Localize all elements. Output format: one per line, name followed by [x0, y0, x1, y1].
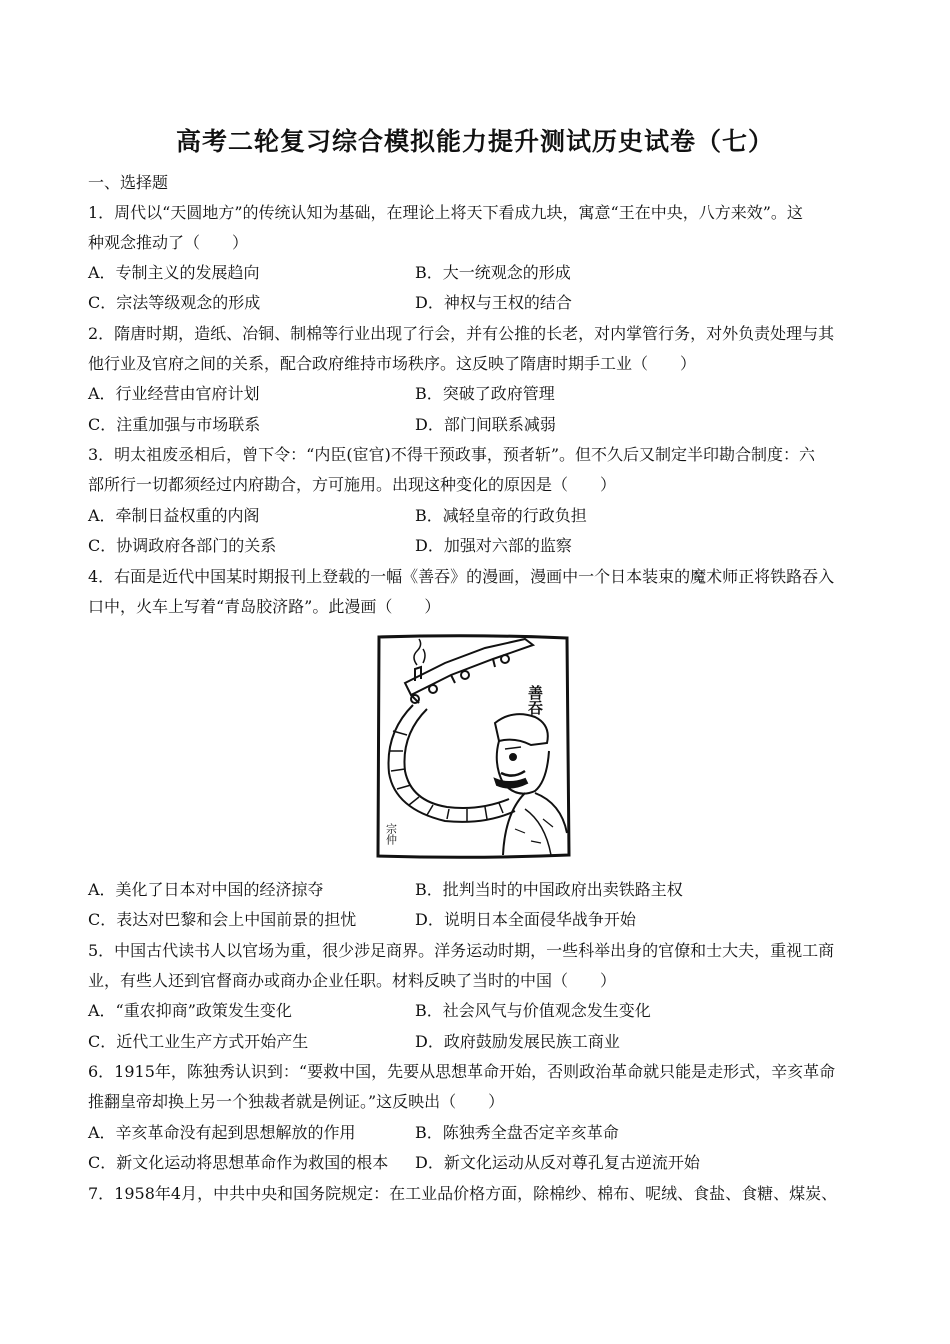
question-3-option-a: A．牵制日益权重的内阁	[88, 506, 260, 525]
question-1-option-a: A．专制主义的发展趋向	[88, 263, 260, 282]
page-title: 高考二轮复习综合模拟能力提升测试历史试卷（七）	[175, 127, 774, 156]
question-3-line-2: 部所行一切都须经过内府勘合，方可施用。出现这种变化的原因是（ ）	[88, 475, 617, 494]
cartoon-caption: 善吞	[526, 685, 544, 715]
question-6-option-d: D．新文化运动从反对尊孔复古逆流开始	[415, 1153, 700, 1172]
question-3-option-d: D．加强对六部的监察	[415, 536, 572, 555]
question-4-option-b: B．批判当时的中国政府出卖铁路主权	[415, 880, 683, 899]
question-5-option-d: D．政府鼓励发展民族工商业	[415, 1032, 620, 1051]
question-1-option-b: B．大一统观念的形成	[415, 263, 571, 282]
question-5-option-a: A．“重农抑商”政策发生变化	[88, 1001, 292, 1020]
question-7-line-1: 7．1958年4月，中共中央和国务院规定：在工业品价格方面，除棉纱、棉布、呢绒、食盐、食糖、煤炭、	[88, 1184, 838, 1203]
question-4-option-d: D．说明日本全面侵华战争开始	[415, 910, 636, 929]
question-4-option-a: A．美化了日本对中国的经济掠夺	[88, 880, 324, 899]
question-3-option-b: B．减轻皇帝的行政负担	[415, 506, 587, 525]
question-2-option-c: C．注重加强与市场联系	[88, 415, 261, 434]
question-1-option-d: D．神权与王权的结合	[415, 293, 572, 312]
question-6-line-1: 6．1915年，陈独秀认识到：“要救中国，先要从思想革命开始，否则政治革命就只能是走形式，辛亥革命	[88, 1062, 836, 1081]
question-1-option-c: C．宗法等级观念的形成	[88, 293, 261, 312]
question-5-option-b: B．社会风气与价值观念发生变化	[415, 1001, 651, 1020]
question-6-option-b: B．陈独秀全盘否定辛亥革命	[415, 1123, 619, 1142]
question-1-line-2: 种观念推动了（ ）	[88, 233, 249, 252]
question-2-option-a: A．行业经营由官府计划	[88, 384, 260, 403]
question-5-line-1: 5．中国古代读书人以官场为重，很少涉足商界。洋务运动时期，一些科举出身的官僚和士大夫，重视工商	[88, 941, 835, 960]
question-4-line-2: 口中，火车上写着“青岛胶济路”。此漫画（ ）	[88, 597, 441, 616]
question-3-line-1: 3．明太祖废丞相后，曾下令：“内臣(宦官)不得干预政事，预者斩”。但不久后又制定半印勘合制度：六	[88, 445, 816, 464]
question-4-option-c: C．表达对巴黎和会上中国前景的担忧	[88, 910, 357, 929]
question-2-option-b: B．突破了政府管理	[415, 384, 555, 403]
question-2-option-d: D．部门间联系减弱	[415, 415, 556, 434]
question-5-line-2: 业，有些人还到官督商办或商办企业任职。材料反映了当时的中国（ ）	[88, 971, 617, 990]
question-3-option-c: C．协调政府各部门的关系	[88, 536, 277, 555]
question-1-line-1: 1．周代以“天圆地方”的传统认知为基础，在理论上将天下看成九块，寓意“王在中央，八方来效”。这	[88, 203, 803, 222]
question-5-option-c: C．近代工业生产方式开始产生	[88, 1032, 309, 1051]
question-2-line-1: 2．隋唐时期，造纸、冶铜、制棉等行业出现了行会，并有公推的长老，对内掌管行务，对外负责处理与其	[88, 324, 835, 343]
question-4-line-1: 4．右面是近代中国某时期报刊上登载的一幅《善吞》的漫画，漫画中一个日本装束的魔术师正将铁路吞入	[88, 567, 835, 586]
question-6-line-2: 推翻皇帝却换上另一个独裁者就是例证。”这反映出（ ）	[88, 1092, 505, 1111]
section-heading: 一、选择题	[88, 173, 169, 192]
cartoon-illustration	[375, 633, 572, 861]
cartoon-signature: 宗仲	[384, 823, 398, 845]
question-6-option-c: C．新文化运动将思想革命作为救国的根本	[88, 1153, 389, 1172]
question-2-line-2: 他行业及官府之间的关系，配合政府维持市场秩序。这反映了隋唐时期手工业（ ）	[88, 354, 697, 373]
question-6-option-a: A．辛亥革命没有起到思想解放的作用	[88, 1123, 356, 1142]
